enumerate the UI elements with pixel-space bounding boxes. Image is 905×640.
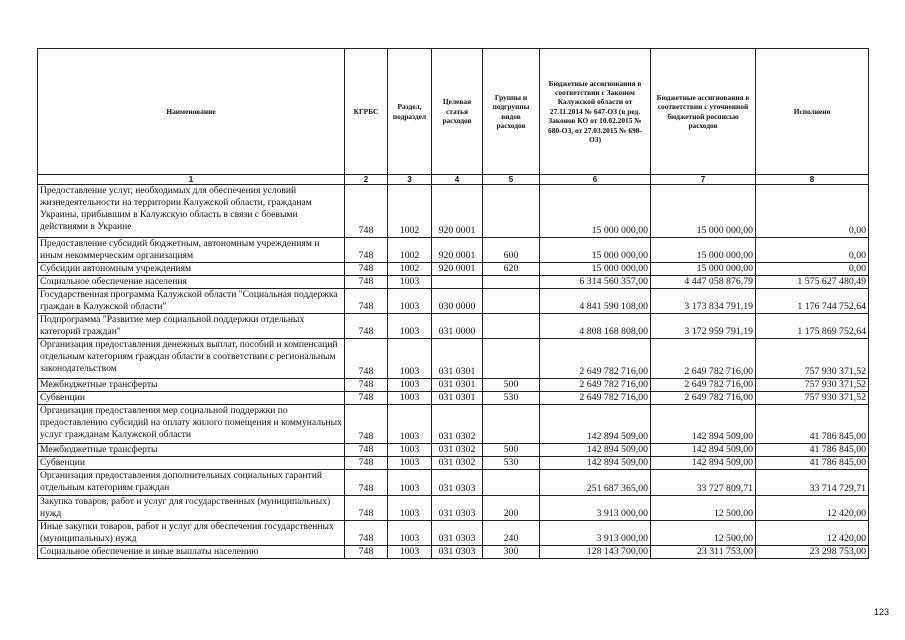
column-number: 1	[38, 175, 345, 185]
cell-refined: 142 894 509,00	[651, 444, 756, 457]
cell-executed: 33 714 729,71	[756, 470, 869, 496]
cell-target: 031 0301	[432, 339, 483, 379]
cell-kgrbs: 748	[345, 405, 388, 444]
cell-name: Субсидии автономным учреждениям	[38, 263, 345, 276]
table-row	[38, 496, 869, 521]
cell-executed: 0,00	[756, 185, 869, 238]
cell-section: 1003	[388, 379, 432, 392]
column-number: 5	[483, 175, 540, 185]
cell-executed: 757 930 371,52	[756, 379, 869, 392]
cell-group: 530	[483, 457, 540, 470]
cell-section: 1002	[388, 263, 432, 276]
table-row	[38, 289, 869, 314]
header-row	[38, 49, 869, 175]
cell-refined: 4 447 058 876,79	[651, 276, 756, 289]
cell-name: Подпрограмма "Развитие мер социальной поддержки отдельных категорий граждан"	[38, 314, 345, 339]
cell-budget: 15 000 000,00	[540, 263, 651, 276]
cell-executed: 12 420,00	[756, 521, 869, 546]
cell-kgrbs: 748	[345, 289, 388, 314]
cell-name: Организация предоставления денежных выплат, пособий и компенсаций отдельным категориям граждан области в соответствии с региональным законодательством	[38, 339, 345, 379]
table-row	[38, 339, 869, 379]
cell-name: Государственная программа Калужской области "Социальная поддержка граждан в Калужской области"	[38, 289, 345, 314]
cell-refined: 15 000 000,00	[651, 238, 756, 263]
cell-section: 1002	[388, 238, 432, 263]
cell-target: 920 0001	[432, 238, 483, 263]
table-row	[38, 444, 869, 457]
column-number: 4	[432, 175, 483, 185]
cell-refined: 12 500,00	[651, 521, 756, 546]
cell-target: 031 0000	[432, 314, 483, 339]
col-header-section: Раздел, подраздел	[388, 49, 432, 175]
cell-kgrbs: 748	[345, 379, 388, 392]
cell-group	[483, 276, 540, 289]
column-number: 3	[388, 175, 432, 185]
cell-name: Межбюджетные трансферты	[38, 379, 345, 392]
cell-kgrbs: 748	[345, 276, 388, 289]
cell-budget: 2 649 782 716,00	[540, 392, 651, 405]
cell-executed: 757 930 371,52	[756, 392, 869, 405]
cell-section: 1003	[388, 339, 432, 379]
cell-section: 1003	[388, 405, 432, 444]
cell-executed: 0,00	[756, 263, 869, 276]
col-header-kgrbs: КГРБС	[345, 49, 388, 175]
cell-section: 1003	[388, 457, 432, 470]
cell-target: 031 0302	[432, 405, 483, 444]
cell-refined: 23 311 753,00	[651, 546, 756, 559]
cell-kgrbs: 748	[345, 521, 388, 546]
cell-name: Субвенции	[38, 457, 345, 470]
cell-section: 1003	[388, 392, 432, 405]
cell-group	[483, 185, 540, 238]
cell-kgrbs: 748	[345, 444, 388, 457]
cell-group	[483, 339, 540, 379]
cell-group: 200	[483, 496, 540, 521]
cell-name: Социальное обеспечение населения	[38, 276, 345, 289]
cell-executed: 23 298 753,00	[756, 546, 869, 559]
cell-group: 300	[483, 546, 540, 559]
cell-budget: 3 913 000,00	[540, 496, 651, 521]
cell-target: 031 0301	[432, 379, 483, 392]
cell-executed: 41 786 845,00	[756, 457, 869, 470]
column-number-row	[38, 175, 869, 185]
cell-kgrbs: 748	[345, 314, 388, 339]
cell-executed: 1 176 744 752,64	[756, 289, 869, 314]
table-row	[38, 238, 869, 263]
cell-budget: 142 894 509,00	[540, 444, 651, 457]
cell-budget: 142 894 509,00	[540, 405, 651, 444]
cell-target: 031 0303	[432, 521, 483, 546]
page-number: 123	[874, 607, 890, 617]
cell-budget: 128 143 700,00	[540, 546, 651, 559]
col-header-target: Целевая статья расходов	[432, 49, 483, 175]
cell-group	[483, 314, 540, 339]
table-row	[38, 457, 869, 470]
cell-refined: 2 649 782 716,00	[651, 392, 756, 405]
cell-kgrbs: 748	[345, 470, 388, 496]
cell-target: 031 0303	[432, 546, 483, 559]
cell-group	[483, 405, 540, 444]
cell-section: 1003	[388, 276, 432, 289]
cell-budget: 142 894 509,00	[540, 457, 651, 470]
cell-kgrbs: 748	[345, 392, 388, 405]
cell-refined: 15 000 000,00	[651, 263, 756, 276]
cell-group: 500	[483, 444, 540, 457]
col-header-group: Группы и подгруппы видов расходов	[483, 49, 540, 175]
column-number: 7	[651, 175, 756, 185]
cell-budget: 3 913 000,00	[540, 521, 651, 546]
cell-kgrbs: 748	[345, 238, 388, 263]
cell-name: Предоставление услуг, необходимых для обеспечения условий жизнедеятельности на территории Калужской области, гражданам Украины, прибывшим в Калужскую область в связи с боевыми действиями в Украине	[38, 185, 345, 238]
cell-name: Социальное обеспечение и иные выплаты населению	[38, 546, 345, 559]
cell-section: 1003	[388, 546, 432, 559]
cell-group: 240	[483, 521, 540, 546]
cell-refined: 3 172 959 791,19	[651, 314, 756, 339]
cell-target: 031 0303	[432, 470, 483, 496]
cell-refined: 15 000 000,00	[651, 185, 756, 238]
cell-kgrbs: 748	[345, 339, 388, 379]
cell-group	[483, 470, 540, 496]
cell-budget: 15 000 000,00	[540, 185, 651, 238]
cell-refined: 2 649 782 716,00	[651, 339, 756, 379]
cell-group: 500	[483, 379, 540, 392]
col-header-name: Наименование	[38, 49, 345, 175]
cell-budget: 15 000 000,00	[540, 238, 651, 263]
cell-target: 920 0001	[432, 263, 483, 276]
cell-budget: 4 808 168 808,00	[540, 314, 651, 339]
table-row	[38, 314, 869, 339]
cell-kgrbs: 748	[345, 546, 388, 559]
cell-group	[483, 289, 540, 314]
cell-target: 031 0303	[432, 496, 483, 521]
column-number: 8	[756, 175, 869, 185]
cell-target	[432, 276, 483, 289]
column-number: 6	[540, 175, 651, 185]
cell-group: 620	[483, 263, 540, 276]
cell-refined: 2 649 782 716,00	[651, 379, 756, 392]
cell-name: Межбюджетные трансферты	[38, 444, 345, 457]
cell-section: 1002	[388, 185, 432, 238]
cell-name: Иные закупки товаров, работ и услуг для обеспечения государственных (муниципальных) нужд	[38, 521, 345, 546]
cell-section: 1003	[388, 470, 432, 496]
cell-target: 030 0000	[432, 289, 483, 314]
cell-budget: 2 649 782 716,00	[540, 379, 651, 392]
column-number: 2	[345, 175, 388, 185]
cell-section: 1003	[388, 521, 432, 546]
cell-target: 031 0301	[432, 392, 483, 405]
cell-executed: 757 930 371,52	[756, 339, 869, 379]
cell-executed: 12 420,00	[756, 496, 869, 521]
cell-target: 031 0302	[432, 444, 483, 457]
cell-section: 1003	[388, 496, 432, 521]
cell-budget: 251 687 365,00	[540, 470, 651, 496]
col-header-budget: Бюджетные ассигнования в соответствии с Законом Калужской области от 27.11.2014 № 647-ОЗ (в ред. Законов КО от 10.02.2015 № 680-ОЗ, от 27.03.2015 № 698-ОЗ)	[540, 49, 651, 175]
cell-refined: 3 173 834 791,19	[651, 289, 756, 314]
table-row	[38, 379, 869, 392]
cell-executed: 41 786 845,00	[756, 444, 869, 457]
cell-kgrbs: 748	[345, 185, 388, 238]
table-body	[38, 185, 869, 559]
cell-budget: 2 649 782 716,00	[540, 339, 651, 379]
col-header-refined: Бюджетные ассигнования в соответствии с уточненной бюджетной росписью расходов	[651, 49, 756, 175]
col-header-executed: Исполнено	[756, 49, 869, 175]
budget-table	[37, 48, 869, 559]
cell-refined: 142 894 509,00	[651, 405, 756, 444]
cell-name: Субвенции	[38, 392, 345, 405]
table-row	[38, 392, 869, 405]
cell-target: 920 0001	[432, 185, 483, 238]
cell-executed: 1 175 869 752,64	[756, 314, 869, 339]
cell-name: Организация предоставления дополнительных социальных гарантий отдельным категориям граждан	[38, 470, 345, 496]
cell-executed: 1 575 627 480,49	[756, 276, 869, 289]
cell-name: Закупка товаров, работ и услуг для государственных (муниципальных) нужд	[38, 496, 345, 521]
table-row	[38, 276, 869, 289]
cell-section: 1003	[388, 444, 432, 457]
cell-group: 530	[483, 392, 540, 405]
table-row	[38, 546, 869, 559]
cell-section: 1003	[388, 314, 432, 339]
cell-kgrbs: 748	[345, 457, 388, 470]
table-row	[38, 470, 869, 496]
cell-refined: 12 500,00	[651, 496, 756, 521]
cell-budget: 4 841 590 108,00	[540, 289, 651, 314]
cell-executed: 0,00	[756, 238, 869, 263]
cell-name: Предоставление субсидий бюджетным, автономным учреждениям и иным некоммерческим организациям	[38, 238, 345, 263]
cell-group: 600	[483, 238, 540, 263]
cell-executed: 41 786 845,00	[756, 405, 869, 444]
table-row	[38, 263, 869, 276]
cell-kgrbs: 748	[345, 263, 388, 276]
cell-budget: 6 314 560 357,00	[540, 276, 651, 289]
table-row	[38, 405, 869, 444]
cell-target: 031 0302	[432, 457, 483, 470]
cell-refined: 33 727 809,71	[651, 470, 756, 496]
cell-section: 1003	[388, 289, 432, 314]
table-row	[38, 521, 869, 546]
cell-name: Организация предоставления мер социальной поддержки по предоставлению субсидий на оплату жилого помещения и коммунальных услуг гражданам Калужской области	[38, 405, 345, 444]
cell-kgrbs: 748	[345, 496, 388, 521]
table-row	[38, 185, 869, 238]
cell-refined: 142 894 509,00	[651, 457, 756, 470]
